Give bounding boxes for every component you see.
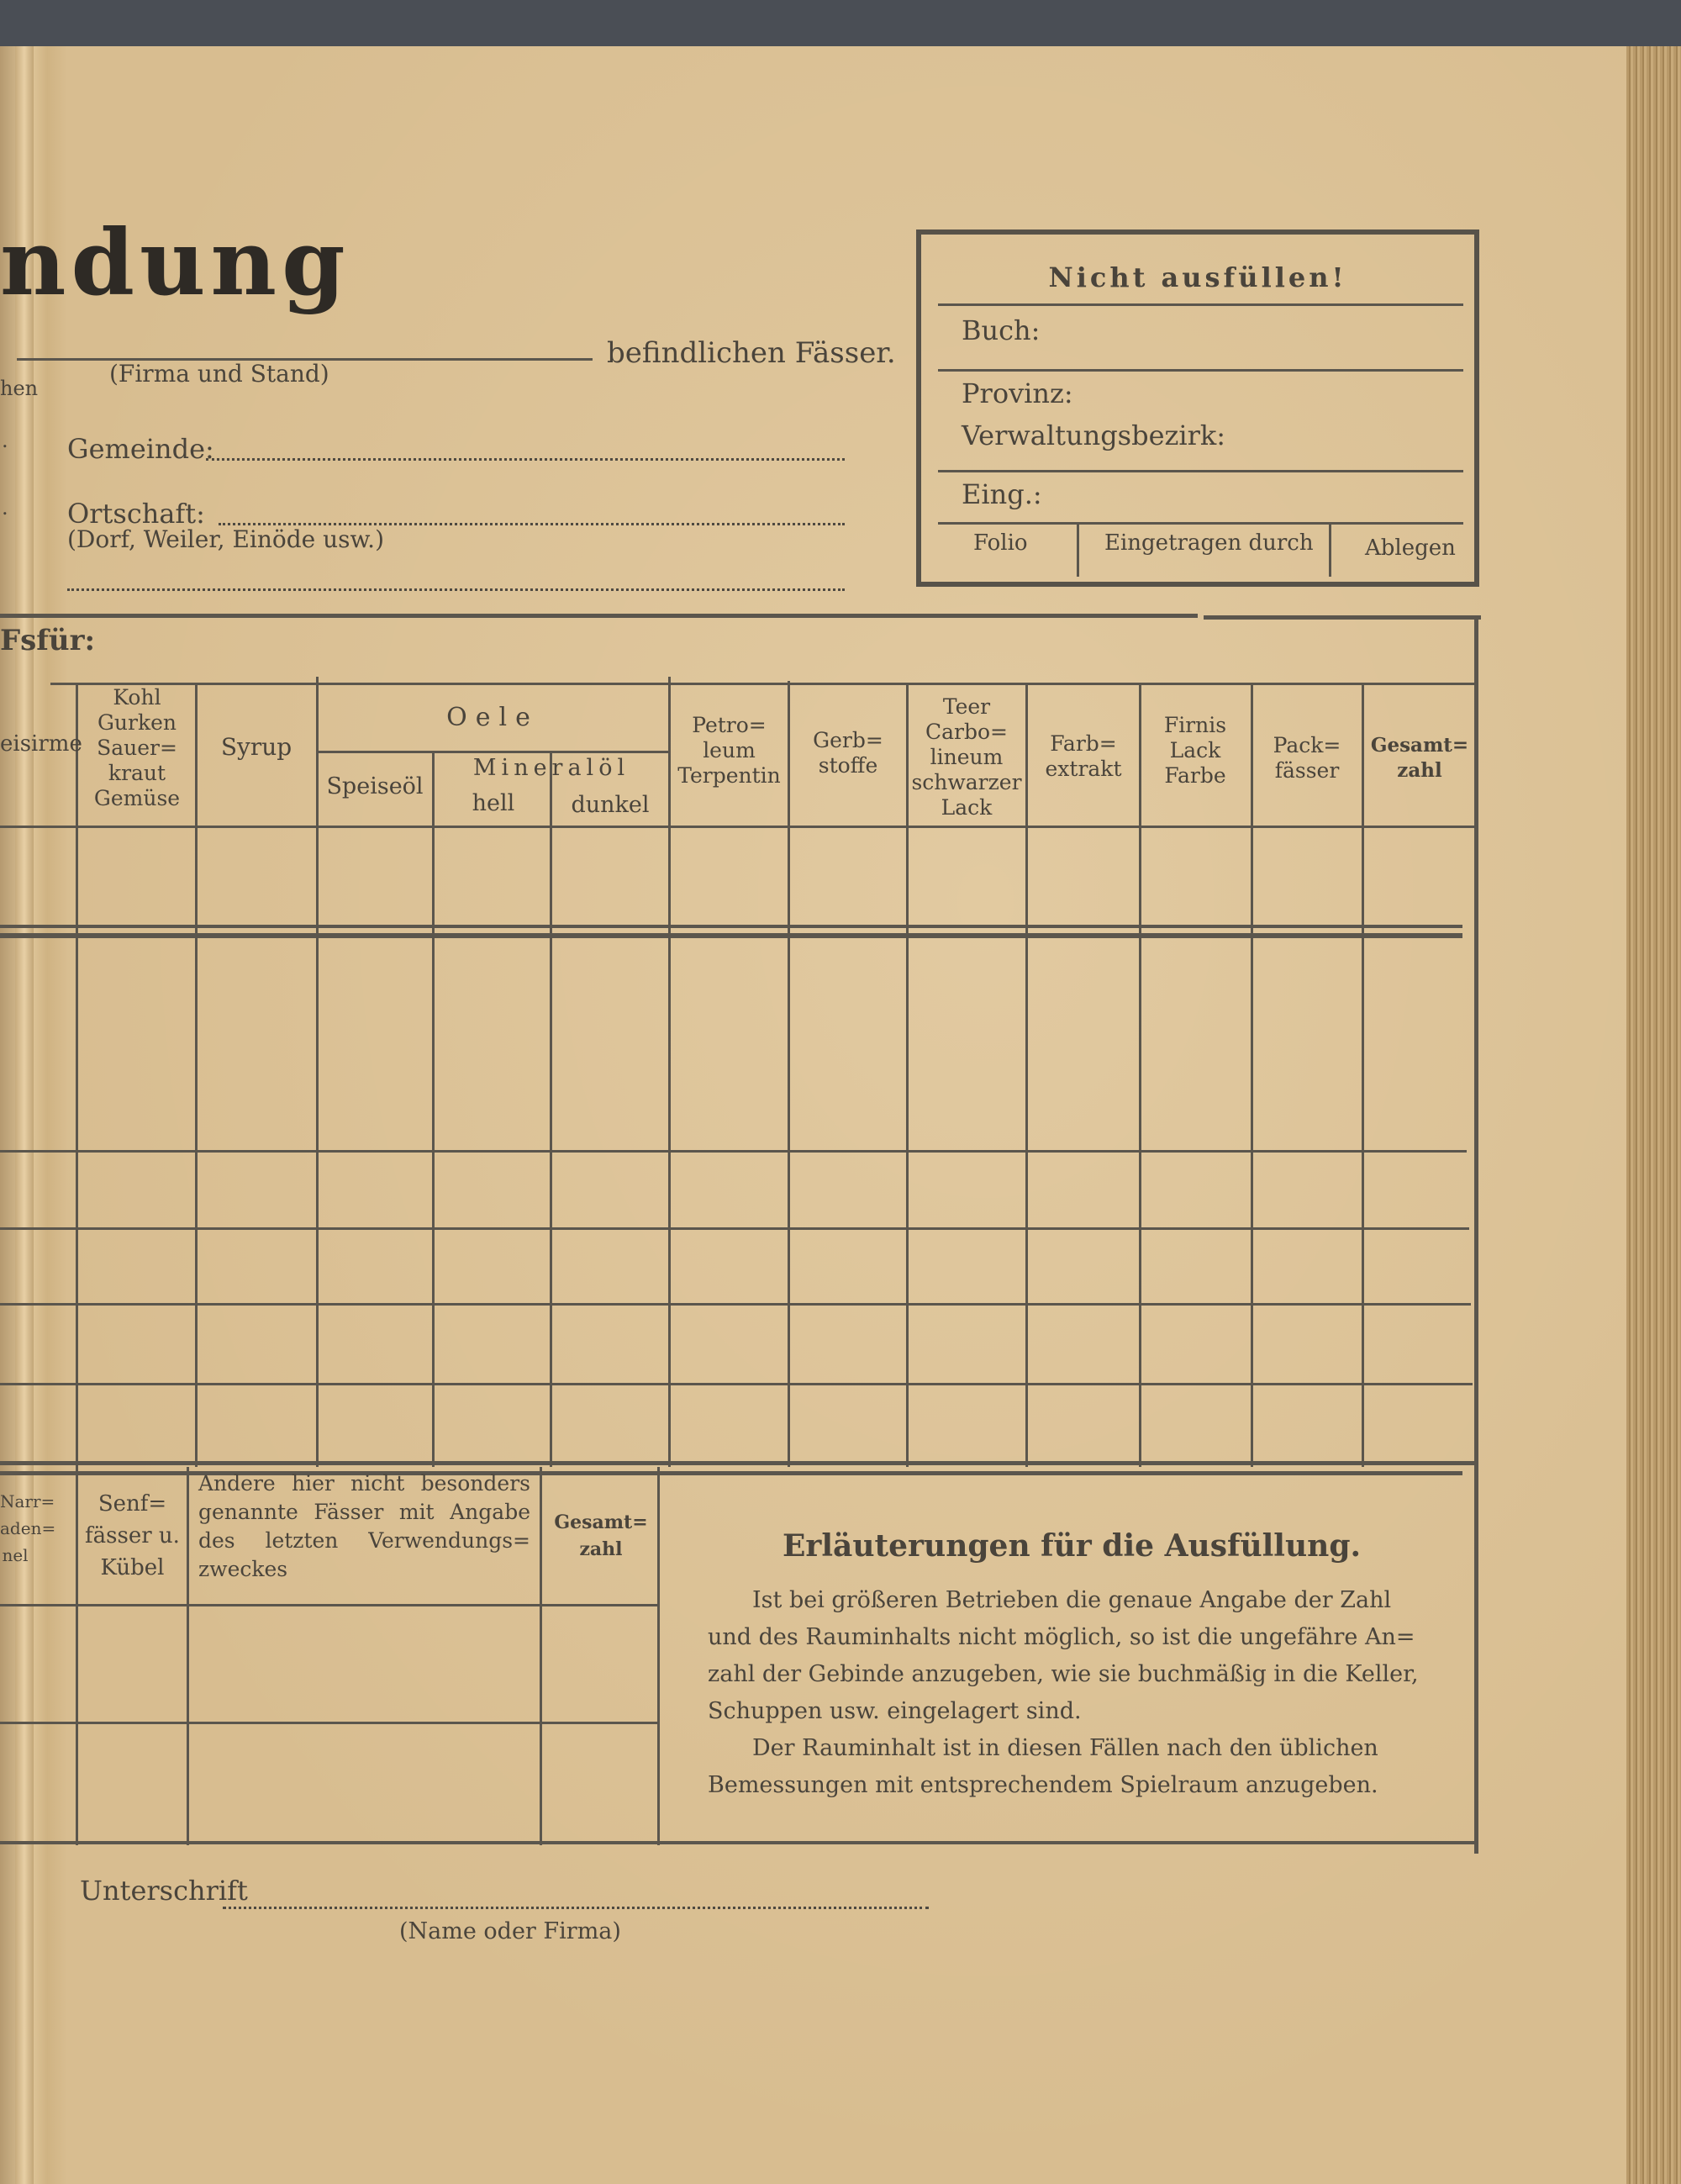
signature-caption: (Name oder Firma) [399, 1918, 621, 1944]
section-label: Fsfür: [0, 624, 96, 657]
form-title-fragment: ndung [0, 210, 350, 316]
folio-label: Folio [973, 530, 1028, 556]
signature-field[interactable] [223, 1907, 929, 1909]
col-oele: Oele [446, 703, 539, 732]
lower-col-senf: Senf= fässer u. Kübel [85, 1491, 180, 1580]
book-spine-shadow [0, 46, 67, 2184]
col-speiseoel: Speiseöl [326, 773, 424, 799]
official-box-title: Nicht ausfüllen! [1048, 261, 1347, 293]
ortschaft-field-2[interactable] [67, 588, 845, 591]
firma-caption: (Firma und Stand) [109, 360, 329, 388]
margin-fragment-1: hen [0, 377, 39, 400]
official-box [916, 229, 1479, 587]
col-hell: hell [472, 790, 515, 816]
col-gerbstoffe: Gerb= stoffe [813, 728, 883, 778]
ortschaft-label: Ortschaft: [67, 498, 205, 530]
signature-label: Unterschrift [80, 1875, 248, 1907]
col-packfaesser: Pack= fässer [1273, 733, 1341, 783]
gemeinde-label: Gemeinde: [67, 433, 214, 465]
left-page-edge [15, 46, 34, 2184]
bezirk-label: Verwaltungsbezirk: [962, 419, 1226, 451]
explanation-line-2: und des Rauminhalts nicht möglich, so ist die ungefähre An= [708, 1624, 1415, 1650]
buch-label: Buch: [962, 314, 1041, 346]
firma-line-suffix: befindlichen Fässer. [607, 336, 896, 370]
col-dunkel: dunkel [571, 792, 650, 818]
lower-col-gesamt: Gesamt= zahl [554, 1511, 648, 1560]
col-mineraloel: Mineralöl [472, 755, 630, 781]
lower-col-andere: Andere hier nicht besonders genannte Fässer mit Angabe des letzten Verwendungs= zweckes [198, 1471, 530, 1581]
margin-fragment-3: . [2, 496, 8, 520]
provinz-label: Provinz: [962, 377, 1073, 409]
page-stack-edge [1626, 46, 1681, 2184]
col-farbextrakt: Farb= extrakt [1045, 731, 1122, 781]
explanation-line-1: Ist bei größeren Betrieben die genaue Angabe der Zahl [752, 1587, 1392, 1613]
col-teer: Teer Carbo= lineum schwarzer Lack [911, 694, 1022, 820]
col-firnis: Firnis Lack Farbe [1163, 713, 1227, 788]
eingetragen-label: Eingetragen durch [1104, 530, 1314, 556]
explanation-line-3: zahl der Gebinde anzugeben, wie sie buchmäßig in die Keller, [708, 1661, 1419, 1687]
ortschaft-caption: (Dorf, Weiler, Einöde usw.) [67, 525, 384, 553]
explanation-line-6: Bemessungen mit entsprechendem Spielraum anzugeben. [708, 1772, 1378, 1798]
explanation-line-4: Schuppen usw. eingelagert sind. [708, 1698, 1082, 1724]
gemeinde-field[interactable] [206, 458, 845, 461]
col-petroleum: Petro= leum Terpentin [677, 713, 781, 788]
explanation-title: Erläuterungen für die Ausfüllung. [782, 1528, 1362, 1564]
lower-col-left: Narr= aden= nel [0, 1491, 56, 1565]
col-firme: eisirme [0, 731, 82, 757]
main-table-top-rule [0, 614, 1198, 618]
margin-fragment-2: . [2, 429, 8, 452]
col-syrup: Syrup [220, 733, 292, 761]
eing-label: Eing.: [962, 478, 1042, 510]
col-kohl: Kohl Gurken Sauer= kraut Gemüse [93, 685, 181, 810]
explanation-line-5: Der Rauminhalt ist in diesen Fällen nach den üblichen [752, 1735, 1378, 1761]
main-table-right-border [1474, 618, 1478, 1854]
ablegen-label: Ablegen [1365, 535, 1456, 561]
col-gesamtzahl: Gesamt= zahl [1370, 734, 1469, 782]
